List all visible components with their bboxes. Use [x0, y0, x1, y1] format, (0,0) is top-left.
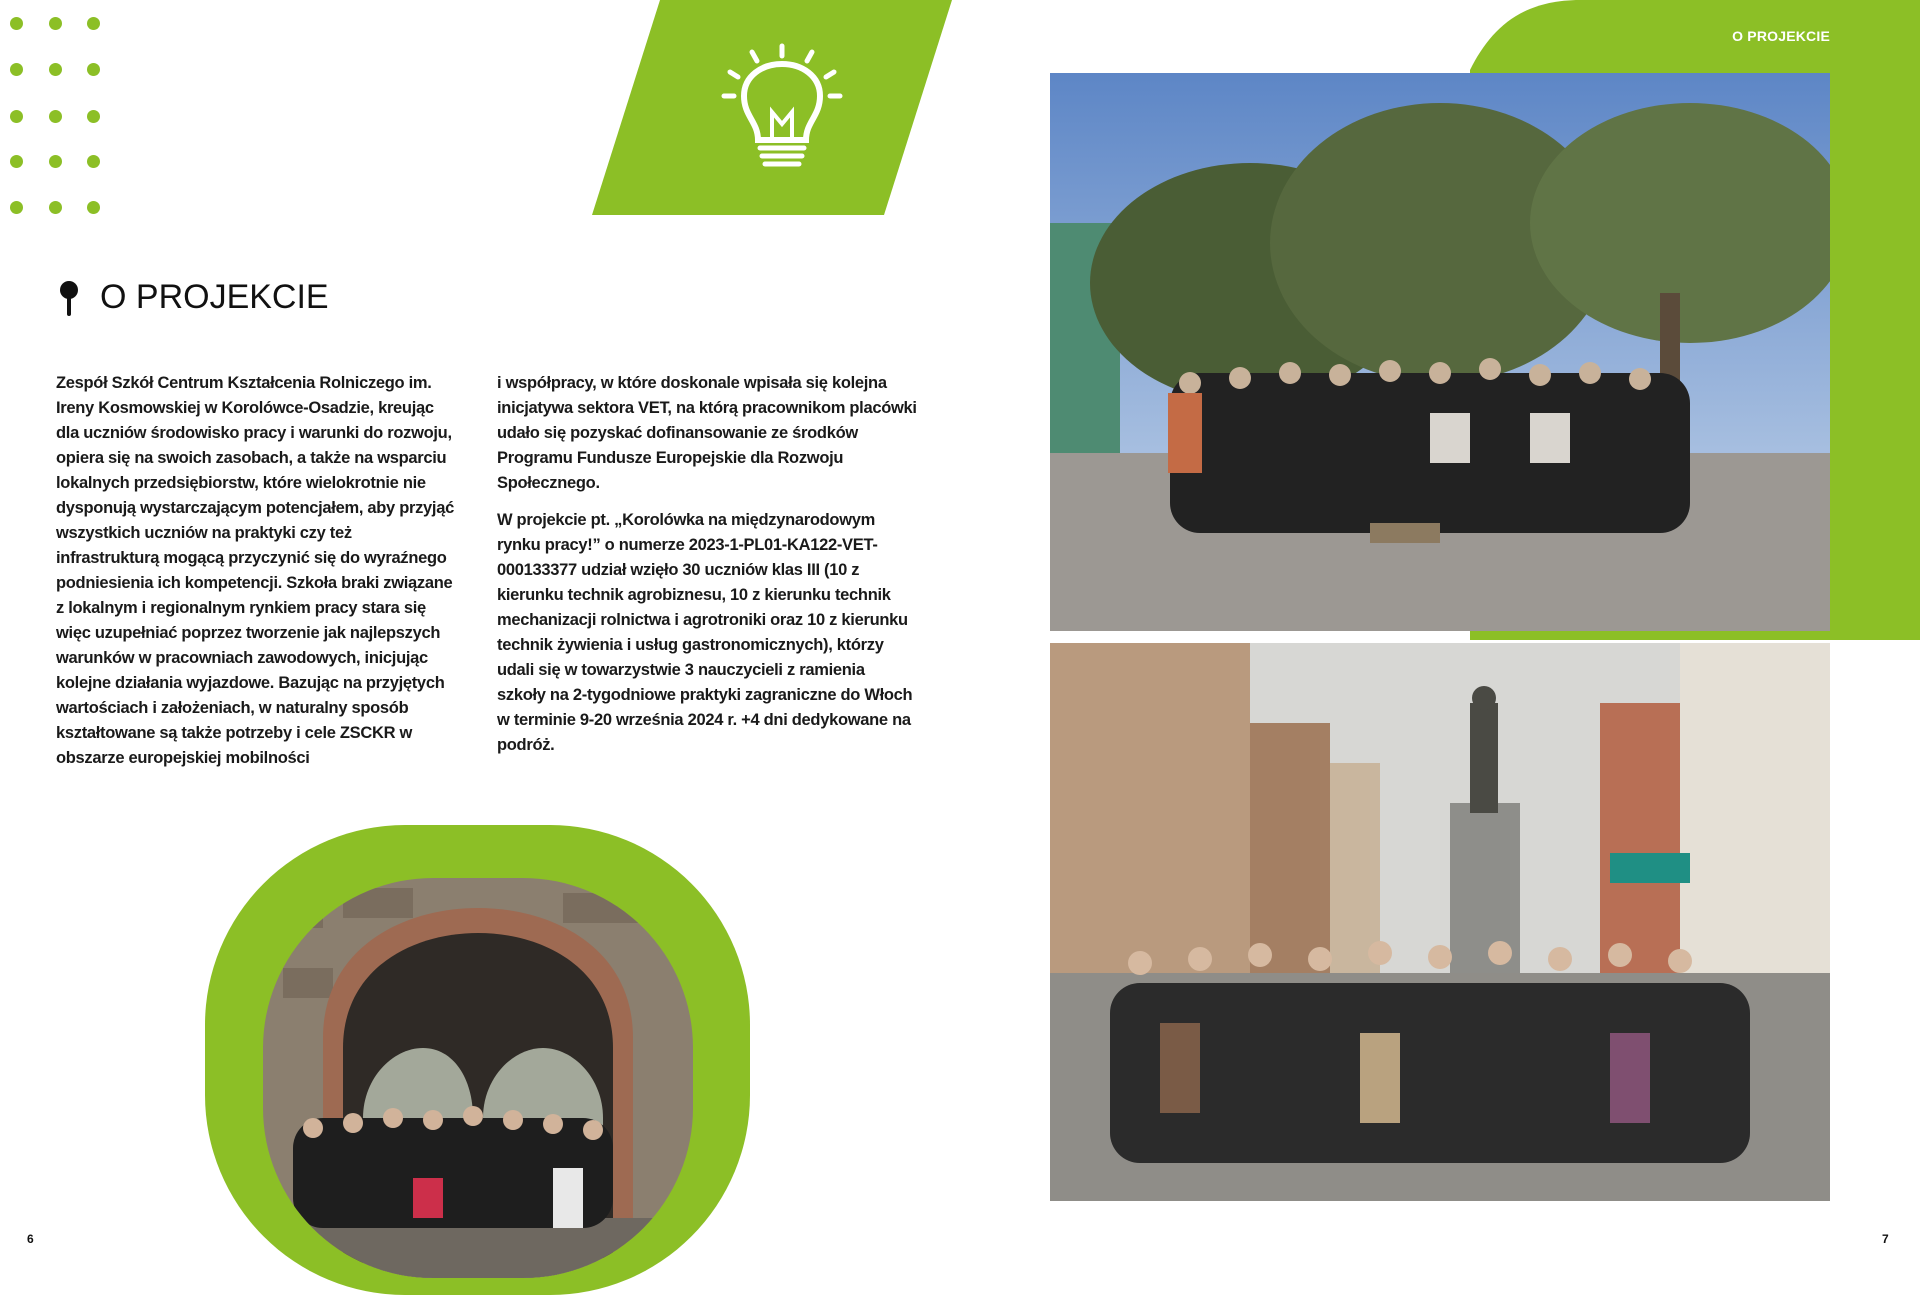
dot — [49, 17, 62, 30]
dot — [10, 201, 23, 214]
paragraph: i współpracy, w które doskonale wpisała się kolejna inicjatywa sektora VET, na którą pracownikom placówki udało się pozyskać dofinansowanie ze środków Programu Fundusze Europejskie dla Rozwoju Społecznego. — [497, 374, 917, 492]
paragraph: Zespół Szkół Centrum Kształcenia Rolniczego im. Ireny Kosmowskiej w Korolówce-Osadzie, kreując dla uczniów środowisko pracy i warunki do rozwoju, opiera się na swoich zasobach, a także na wsparciu lokalnych przedsiębiorstw, które wielokrotnie nie dysponują wystarczającym potencjałem, aby przyjąć wszystkich uczniów na praktyki czy też infrastrukturą mogącą przyczynić się do wyraźnego podniesienia ich kompetencji. Szkoła braki związane z lokalnym i regionalnym rynkiem pracy stara się więc uzupełniać poprzez tworzenie jak najlepszych warunków w pracowniach zawodowych, inicjując kolejne działania wyjazdowe. Bazując na przyjętych wartościach i założeniach, w naturalny sposób kształtowane są także potrzeby i cele ZSCKR w obszarze europejskiej mobilności — [56, 374, 454, 767]
dot — [10, 63, 23, 76]
header-banner — [592, 0, 952, 215]
group-photo-park — [1050, 73, 1830, 631]
page-number-left: 6 — [27, 1232, 34, 1246]
dot — [49, 155, 62, 168]
paragraph: W projekcie pt. „Korolówka na międzynarodowym rynku pracy!” o numerze 2023-1-PL01-KA122-VET-000133377 udział wzięło 30 uczniów klas III (10 z kierunku technik agrobiznesu, 10 z kierunku technik mechanizacji rolnictwa i agrotroniki oraz 10 z kierunku technik żywienia i usług gastronomicznych), którzy udali się w towarzystwie 3 nauczycieli z ramienia szkoły na 2-tygodniowe praktyki zagraniczne do Włoch w terminie 9-20 września 2024 r. +4 dni dedykowane na podróż. — [497, 511, 913, 754]
map-pin-icon — [58, 280, 80, 318]
text-column-left — [56, 371, 456, 783]
page-title: O PROJEKCIE — [100, 278, 329, 316]
dot — [87, 63, 100, 76]
dot — [49, 201, 62, 214]
dot — [49, 110, 62, 123]
dot — [10, 155, 23, 168]
dot — [87, 201, 100, 214]
group-photo-venice — [1050, 643, 1830, 1201]
dot — [10, 110, 23, 123]
page-number-right: 7 — [1882, 1232, 1889, 1246]
dot — [10, 17, 23, 30]
dot — [87, 110, 100, 123]
section-label: O PROJEKCIE — [1732, 28, 1830, 44]
dot — [87, 155, 100, 168]
group-photo-archway — [263, 878, 693, 1278]
dot — [87, 17, 100, 30]
text-column-right — [497, 371, 917, 770]
dot — [49, 63, 62, 76]
